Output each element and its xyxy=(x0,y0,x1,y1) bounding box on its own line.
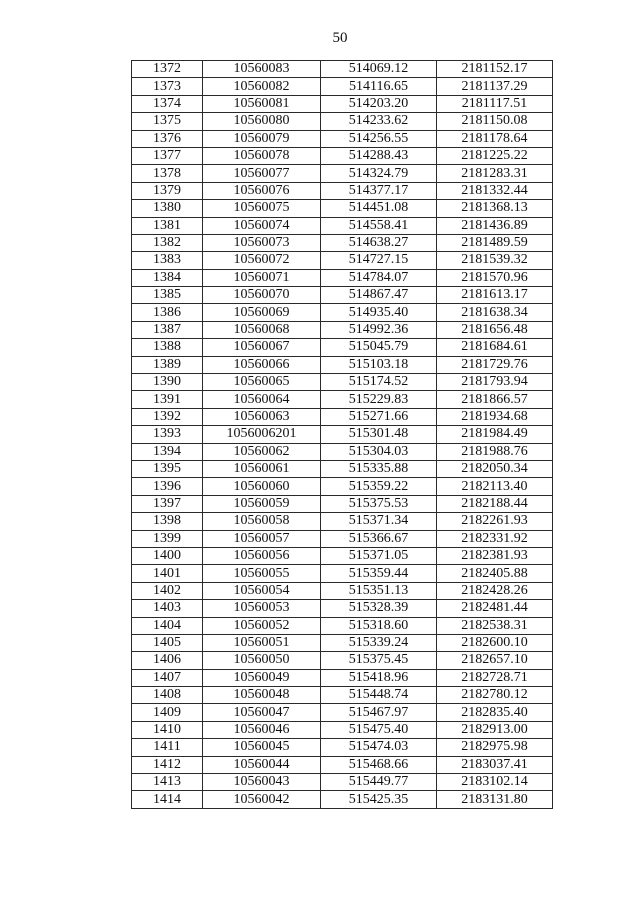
point-id-cell: 1056006201 xyxy=(203,426,321,443)
x-coordinate-cell: 515318.60 xyxy=(321,617,437,634)
table-row xyxy=(132,600,553,617)
table-row xyxy=(132,495,553,512)
point-number-cell: 1396 xyxy=(132,478,203,495)
y-coordinate-cell: 2181178.64 xyxy=(437,130,553,147)
point-number-cell: 1414 xyxy=(132,791,203,808)
table-row xyxy=(132,61,553,78)
y-coordinate-cell: 2181613.17 xyxy=(437,287,553,304)
point-number-cell: 1379 xyxy=(132,182,203,199)
y-coordinate-cell: 2181283.31 xyxy=(437,165,553,182)
point-id-cell: 10560064 xyxy=(203,391,321,408)
y-coordinate-cell: 2182481.44 xyxy=(437,600,553,617)
x-coordinate-cell: 515335.88 xyxy=(321,460,437,477)
x-coordinate-cell: 515359.22 xyxy=(321,478,437,495)
point-number-cell: 1386 xyxy=(132,304,203,321)
x-coordinate-cell: 515449.77 xyxy=(321,774,437,791)
y-coordinate-cell: 2181539.32 xyxy=(437,252,553,269)
table-row xyxy=(132,234,553,251)
x-coordinate-cell: 514256.55 xyxy=(321,130,437,147)
y-coordinate-cell: 2182600.10 xyxy=(437,634,553,651)
y-coordinate-cell: 2182188.44 xyxy=(437,495,553,512)
x-coordinate-cell: 514638.27 xyxy=(321,234,437,251)
point-id-cell: 10560066 xyxy=(203,356,321,373)
x-coordinate-cell: 515351.13 xyxy=(321,582,437,599)
y-coordinate-cell: 2181225.22 xyxy=(437,147,553,164)
point-id-cell: 10560051 xyxy=(203,634,321,651)
point-id-cell: 10560068 xyxy=(203,321,321,338)
point-id-cell: 10560055 xyxy=(203,565,321,582)
x-coordinate-cell: 515271.66 xyxy=(321,408,437,425)
y-coordinate-cell: 2182728.71 xyxy=(437,669,553,686)
x-coordinate-cell: 514727.15 xyxy=(321,252,437,269)
point-id-cell: 10560060 xyxy=(203,478,321,495)
y-coordinate-cell: 2181984.49 xyxy=(437,426,553,443)
point-number-cell: 1380 xyxy=(132,200,203,217)
y-coordinate-cell: 2181117.51 xyxy=(437,95,553,112)
point-id-cell: 10560075 xyxy=(203,200,321,217)
y-coordinate-cell: 2181332.44 xyxy=(437,182,553,199)
point-id-cell: 10560063 xyxy=(203,408,321,425)
point-id-cell: 10560083 xyxy=(203,61,321,78)
point-id-cell: 10560057 xyxy=(203,530,321,547)
x-coordinate-cell: 514867.47 xyxy=(321,287,437,304)
table-row xyxy=(132,669,553,686)
point-number-cell: 1413 xyxy=(132,774,203,791)
table-row xyxy=(132,791,553,808)
y-coordinate-cell: 2181489.59 xyxy=(437,234,553,251)
x-coordinate-cell: 515339.24 xyxy=(321,634,437,651)
table-row xyxy=(132,95,553,112)
coordinates-table-body xyxy=(132,61,553,809)
table-row xyxy=(132,617,553,634)
table-row xyxy=(132,217,553,234)
point-number-cell: 1389 xyxy=(132,356,203,373)
x-coordinate-cell: 515366.67 xyxy=(321,530,437,547)
table-row xyxy=(132,113,553,130)
point-number-cell: 1405 xyxy=(132,634,203,651)
x-coordinate-cell: 515475.40 xyxy=(321,721,437,738)
point-id-cell: 10560067 xyxy=(203,339,321,356)
y-coordinate-cell: 2183131.80 xyxy=(437,791,553,808)
x-coordinate-cell: 515448.74 xyxy=(321,687,437,704)
point-number-cell: 1398 xyxy=(132,513,203,530)
point-id-cell: 10560061 xyxy=(203,460,321,477)
y-coordinate-cell: 2181934.68 xyxy=(437,408,553,425)
x-coordinate-cell: 514069.12 xyxy=(321,61,437,78)
point-number-cell: 1388 xyxy=(132,339,203,356)
point-number-cell: 1402 xyxy=(132,582,203,599)
table-row xyxy=(132,634,553,651)
y-coordinate-cell: 2181570.96 xyxy=(437,269,553,286)
point-number-cell: 1391 xyxy=(132,391,203,408)
point-id-cell: 10560072 xyxy=(203,252,321,269)
y-coordinate-cell: 2182050.34 xyxy=(437,460,553,477)
y-coordinate-cell: 2181152.17 xyxy=(437,61,553,78)
point-id-cell: 10560070 xyxy=(203,287,321,304)
point-number-cell: 1376 xyxy=(132,130,203,147)
y-coordinate-cell: 2181656.48 xyxy=(437,321,553,338)
coordinates-table xyxy=(131,60,553,809)
point-number-cell: 1372 xyxy=(132,61,203,78)
x-coordinate-cell: 515467.97 xyxy=(321,704,437,721)
table-row xyxy=(132,721,553,738)
x-coordinate-cell: 515468.66 xyxy=(321,756,437,773)
point-id-cell: 10560079 xyxy=(203,130,321,147)
y-coordinate-cell: 2182331.92 xyxy=(437,530,553,547)
point-number-cell: 1403 xyxy=(132,600,203,617)
point-id-cell: 10560049 xyxy=(203,669,321,686)
x-coordinate-cell: 515474.03 xyxy=(321,739,437,756)
y-coordinate-cell: 2183037.41 xyxy=(437,756,553,773)
table-row xyxy=(132,304,553,321)
y-coordinate-cell: 2181638.34 xyxy=(437,304,553,321)
y-coordinate-cell: 2182261.93 xyxy=(437,513,553,530)
point-id-cell: 10560062 xyxy=(203,443,321,460)
point-id-cell: 10560050 xyxy=(203,652,321,669)
x-coordinate-cell: 515045.79 xyxy=(321,339,437,356)
table-row xyxy=(132,147,553,164)
table-row xyxy=(132,530,553,547)
table-row xyxy=(132,513,553,530)
table-row xyxy=(132,460,553,477)
point-number-cell: 1401 xyxy=(132,565,203,582)
point-number-cell: 1375 xyxy=(132,113,203,130)
table-row xyxy=(132,374,553,391)
x-coordinate-cell: 515418.96 xyxy=(321,669,437,686)
point-id-cell: 10560042 xyxy=(203,791,321,808)
table-row xyxy=(132,78,553,95)
x-coordinate-cell: 514203.20 xyxy=(321,95,437,112)
point-number-cell: 1394 xyxy=(132,443,203,460)
point-number-cell: 1411 xyxy=(132,739,203,756)
x-coordinate-cell: 515304.03 xyxy=(321,443,437,460)
y-coordinate-cell: 2181150.08 xyxy=(437,113,553,130)
point-number-cell: 1397 xyxy=(132,495,203,512)
point-id-cell: 10560043 xyxy=(203,774,321,791)
point-id-cell: 10560082 xyxy=(203,78,321,95)
point-number-cell: 1381 xyxy=(132,217,203,234)
table-row xyxy=(132,756,553,773)
table-row xyxy=(132,269,553,286)
x-coordinate-cell: 514992.36 xyxy=(321,321,437,338)
y-coordinate-cell: 2181436.89 xyxy=(437,217,553,234)
y-coordinate-cell: 2181137.29 xyxy=(437,78,553,95)
table-row xyxy=(132,704,553,721)
point-id-cell: 10560077 xyxy=(203,165,321,182)
point-id-cell: 10560053 xyxy=(203,600,321,617)
x-coordinate-cell: 514288.43 xyxy=(321,147,437,164)
x-coordinate-cell: 515328.39 xyxy=(321,600,437,617)
point-number-cell: 1374 xyxy=(132,95,203,112)
point-number-cell: 1378 xyxy=(132,165,203,182)
table-row xyxy=(132,200,553,217)
point-id-cell: 10560071 xyxy=(203,269,321,286)
point-number-cell: 1384 xyxy=(132,269,203,286)
table-row xyxy=(132,565,553,582)
y-coordinate-cell: 2181729.76 xyxy=(437,356,553,373)
y-coordinate-cell: 2182405.88 xyxy=(437,565,553,582)
point-number-cell: 1400 xyxy=(132,547,203,564)
x-coordinate-cell: 514116.65 xyxy=(321,78,437,95)
point-id-cell: 10560058 xyxy=(203,513,321,530)
y-coordinate-cell: 2182913.00 xyxy=(437,721,553,738)
point-number-cell: 1392 xyxy=(132,408,203,425)
x-coordinate-cell: 515375.53 xyxy=(321,495,437,512)
point-id-cell: 10560080 xyxy=(203,113,321,130)
point-id-cell: 10560054 xyxy=(203,582,321,599)
table-row xyxy=(132,739,553,756)
point-number-cell: 1373 xyxy=(132,78,203,95)
y-coordinate-cell: 2182538.31 xyxy=(437,617,553,634)
x-coordinate-cell: 515425.35 xyxy=(321,791,437,808)
point-id-cell: 10560056 xyxy=(203,547,321,564)
point-id-cell: 10560076 xyxy=(203,182,321,199)
x-coordinate-cell: 514935.40 xyxy=(321,304,437,321)
point-number-cell: 1393 xyxy=(132,426,203,443)
point-id-cell: 10560065 xyxy=(203,374,321,391)
x-coordinate-cell: 514233.62 xyxy=(321,113,437,130)
point-number-cell: 1406 xyxy=(132,652,203,669)
y-coordinate-cell: 2182780.12 xyxy=(437,687,553,704)
x-coordinate-cell: 515359.44 xyxy=(321,565,437,582)
y-coordinate-cell: 2182975.98 xyxy=(437,739,553,756)
point-number-cell: 1399 xyxy=(132,530,203,547)
table-row xyxy=(132,321,553,338)
point-id-cell: 10560045 xyxy=(203,739,321,756)
point-number-cell: 1409 xyxy=(132,704,203,721)
point-number-cell: 1395 xyxy=(132,460,203,477)
point-number-cell: 1382 xyxy=(132,234,203,251)
x-coordinate-cell: 515371.05 xyxy=(321,547,437,564)
point-number-cell: 1383 xyxy=(132,252,203,269)
y-coordinate-cell: 2183102.14 xyxy=(437,774,553,791)
y-coordinate-cell: 2182835.40 xyxy=(437,704,553,721)
table-row xyxy=(132,426,553,443)
point-id-cell: 10560044 xyxy=(203,756,321,773)
x-coordinate-cell: 514784.07 xyxy=(321,269,437,286)
point-id-cell: 10560047 xyxy=(203,704,321,721)
point-number-cell: 1408 xyxy=(132,687,203,704)
y-coordinate-cell: 2182381.93 xyxy=(437,547,553,564)
table-row xyxy=(132,287,553,304)
y-coordinate-cell: 2181684.61 xyxy=(437,339,553,356)
x-coordinate-cell: 514451.08 xyxy=(321,200,437,217)
x-coordinate-cell: 515174.52 xyxy=(321,374,437,391)
y-coordinate-cell: 2182113.40 xyxy=(437,478,553,495)
point-number-cell: 1412 xyxy=(132,756,203,773)
point-id-cell: 10560059 xyxy=(203,495,321,512)
x-coordinate-cell: 515103.18 xyxy=(321,356,437,373)
table-row xyxy=(132,130,553,147)
point-number-cell: 1387 xyxy=(132,321,203,338)
point-id-cell: 10560078 xyxy=(203,147,321,164)
point-id-cell: 10560046 xyxy=(203,721,321,738)
point-id-cell: 10560073 xyxy=(203,234,321,251)
table-row xyxy=(132,774,553,791)
point-id-cell: 10560081 xyxy=(203,95,321,112)
table-row xyxy=(132,443,553,460)
y-coordinate-cell: 2181368.13 xyxy=(437,200,553,217)
table-row xyxy=(132,547,553,564)
point-number-cell: 1404 xyxy=(132,617,203,634)
table-row xyxy=(132,356,553,373)
table-row xyxy=(132,252,553,269)
point-id-cell: 10560069 xyxy=(203,304,321,321)
point-id-cell: 10560074 xyxy=(203,217,321,234)
y-coordinate-cell: 2182657.10 xyxy=(437,652,553,669)
point-id-cell: 10560048 xyxy=(203,687,321,704)
table-row xyxy=(132,182,553,199)
table-row xyxy=(132,652,553,669)
y-coordinate-cell: 2181988.76 xyxy=(437,443,553,460)
table-row xyxy=(132,408,553,425)
y-coordinate-cell: 2182428.26 xyxy=(437,582,553,599)
point-number-cell: 1410 xyxy=(132,721,203,738)
x-coordinate-cell: 515371.34 xyxy=(321,513,437,530)
point-id-cell: 10560052 xyxy=(203,617,321,634)
table-row xyxy=(132,582,553,599)
y-coordinate-cell: 2181866.57 xyxy=(437,391,553,408)
point-number-cell: 1377 xyxy=(132,147,203,164)
x-coordinate-cell: 515375.45 xyxy=(321,652,437,669)
table-row xyxy=(132,391,553,408)
page-number: 50 xyxy=(332,30,348,46)
x-coordinate-cell: 514558.41 xyxy=(321,217,437,234)
table-row xyxy=(132,339,553,356)
x-coordinate-cell: 514324.79 xyxy=(321,165,437,182)
x-coordinate-cell: 515301.48 xyxy=(321,426,437,443)
table-row xyxy=(132,165,553,182)
x-coordinate-cell: 515229.83 xyxy=(321,391,437,408)
x-coordinate-cell: 514377.17 xyxy=(321,182,437,199)
y-coordinate-cell: 2181793.94 xyxy=(437,374,553,391)
table-row xyxy=(132,687,553,704)
table-row xyxy=(132,478,553,495)
point-number-cell: 1407 xyxy=(132,669,203,686)
point-number-cell: 1390 xyxy=(132,374,203,391)
point-number-cell: 1385 xyxy=(132,287,203,304)
